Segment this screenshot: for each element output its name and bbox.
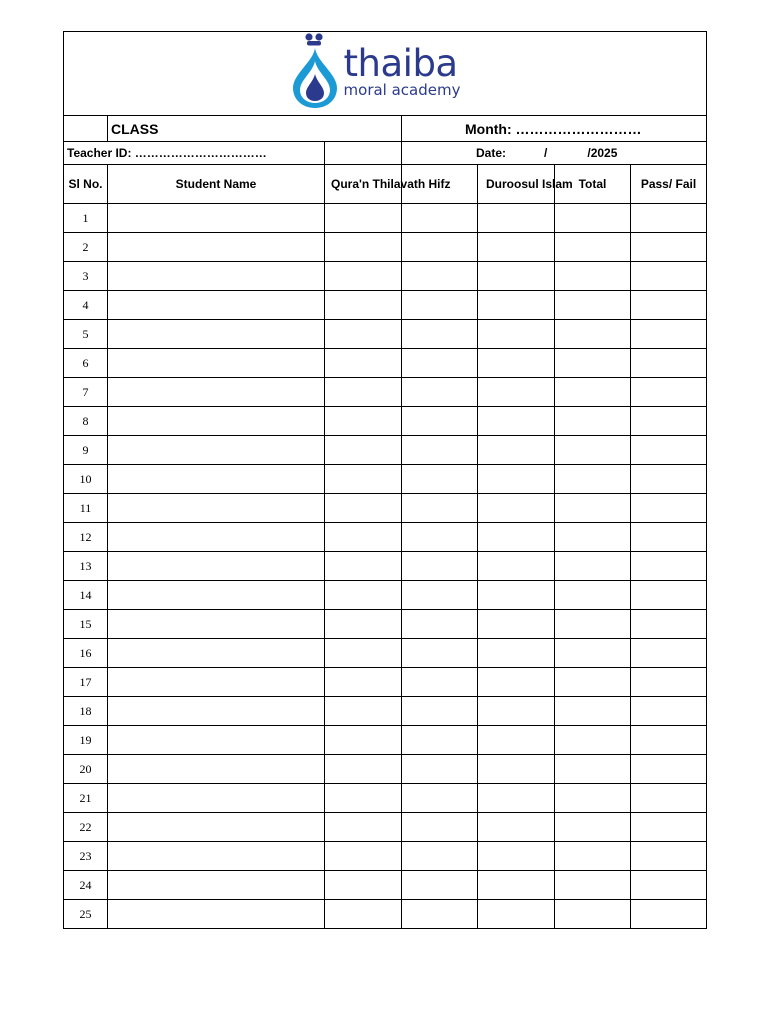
pass-fail-cell[interactable]	[631, 813, 707, 842]
hifz-cell[interactable]	[402, 233, 478, 262]
duroosul-islam-cell[interactable]	[478, 204, 555, 233]
student-name-cell[interactable]	[108, 900, 325, 929]
student-name-cell[interactable]	[108, 552, 325, 581]
duroosul-islam-cell[interactable]	[478, 900, 555, 929]
quran-thilavath-cell[interactable]	[325, 233, 402, 262]
pass-fail-cell[interactable]	[631, 494, 707, 523]
quran-thilavath-cell[interactable]	[325, 552, 402, 581]
table-row	[64, 233, 707, 262]
pass-fail-cell[interactable]	[631, 552, 707, 581]
serial-number: 9	[64, 436, 108, 465]
total-cell[interactable]	[555, 900, 631, 929]
quran-thilavath-cell[interactable]	[325, 755, 402, 784]
pass-fail-cell[interactable]	[631, 842, 707, 871]
serial-number: 13	[64, 552, 108, 581]
hifz-cell[interactable]	[402, 407, 478, 436]
quran-thilavath-cell[interactable]	[325, 581, 402, 610]
serial-number: 10	[64, 465, 108, 494]
student-name-cell[interactable]	[108, 378, 325, 407]
hifz-cell[interactable]	[402, 668, 478, 697]
brand-tagline: moral academy	[343, 80, 461, 99]
pass-fail-cell[interactable]	[631, 204, 707, 233]
class-blank-cell	[64, 116, 108, 142]
total-cell[interactable]	[555, 842, 631, 871]
total-cell[interactable]	[555, 726, 631, 755]
pass-fail-cell[interactable]	[631, 436, 707, 465]
duroosul-islam-cell[interactable]	[478, 784, 555, 813]
table-row	[64, 755, 707, 784]
hifz-cell[interactable]	[402, 581, 478, 610]
table-row	[64, 813, 707, 842]
quran-thilavath-cell[interactable]	[325, 726, 402, 755]
table-row	[64, 552, 707, 581]
quran-thilavath-cell[interactable]	[325, 465, 402, 494]
brand-logo	[290, 32, 461, 110]
serial-number: 5	[64, 320, 108, 349]
logo-header	[64, 32, 707, 116]
total-cell[interactable]	[555, 320, 631, 349]
hifz-cell[interactable]	[402, 610, 478, 639]
header-total: Total	[555, 165, 631, 204]
table-row	[64, 523, 707, 552]
pass-fail-cell[interactable]	[631, 262, 707, 291]
duroosul-islam-cell[interactable]	[478, 755, 555, 784]
pass-fail-cell[interactable]	[631, 407, 707, 436]
table-row	[64, 262, 707, 291]
quran-thilavath-cell[interactable]	[325, 842, 402, 871]
mark-sheet-table	[63, 31, 707, 929]
header-pass-fail: Pass/ Fail	[631, 165, 707, 204]
serial-number: 6	[64, 349, 108, 378]
serial-number: 7	[64, 378, 108, 407]
student-name-cell[interactable]	[108, 697, 325, 726]
serial-number: 24	[64, 871, 108, 900]
total-cell[interactable]	[555, 291, 631, 320]
student-name-cell[interactable]	[108, 842, 325, 871]
teacher-id-label: Teacher ID: ……………………………	[64, 142, 325, 165]
table-row	[64, 465, 707, 494]
table-row	[64, 900, 707, 929]
duroosul-islam-cell[interactable]	[478, 465, 555, 494]
total-cell[interactable]	[555, 494, 631, 523]
table-row	[64, 610, 707, 639]
table-row	[64, 581, 707, 610]
serial-number: 1	[64, 204, 108, 233]
table-row	[64, 871, 707, 900]
student-name-cell[interactable]	[108, 262, 325, 291]
pass-fail-cell[interactable]	[631, 465, 707, 494]
quran-thilavath-cell[interactable]	[325, 813, 402, 842]
hifz-cell[interactable]	[402, 813, 478, 842]
serial-number: 8	[64, 407, 108, 436]
student-name-cell[interactable]	[108, 233, 325, 262]
serial-number: 21	[64, 784, 108, 813]
hifz-cell[interactable]	[402, 204, 478, 233]
header-hifz: Hifz	[402, 165, 478, 204]
table-row	[64, 639, 707, 668]
duroosul-islam-cell[interactable]	[478, 523, 555, 552]
duroosul-islam-cell[interactable]	[478, 291, 555, 320]
student-name-cell[interactable]	[108, 349, 325, 378]
total-cell[interactable]	[555, 784, 631, 813]
total-cell[interactable]	[555, 668, 631, 697]
total-cell[interactable]	[555, 262, 631, 291]
total-cell[interactable]	[555, 697, 631, 726]
total-cell[interactable]	[555, 639, 631, 668]
serial-number: 18	[64, 697, 108, 726]
pass-fail-cell[interactable]	[631, 726, 707, 755]
total-cell[interactable]	[555, 407, 631, 436]
quran-thilavath-cell[interactable]	[325, 610, 402, 639]
serial-number: 12	[64, 523, 108, 552]
total-cell[interactable]	[555, 465, 631, 494]
table-row	[64, 407, 707, 436]
duroosul-islam-cell[interactable]	[478, 233, 555, 262]
duroosul-islam-cell[interactable]	[478, 668, 555, 697]
student-name-cell[interactable]	[108, 465, 325, 494]
quran-thilavath-cell[interactable]	[325, 900, 402, 929]
quran-thilavath-cell[interactable]	[325, 204, 402, 233]
pass-fail-cell[interactable]	[631, 349, 707, 378]
flame-drop-icon	[290, 32, 340, 110]
hifz-cell[interactable]	[402, 320, 478, 349]
hifz-cell[interactable]	[402, 842, 478, 871]
pass-fail-cell[interactable]	[631, 320, 707, 349]
serial-number: 4	[64, 291, 108, 320]
quran-thilavath-cell[interactable]	[325, 697, 402, 726]
student-name-cell[interactable]	[108, 204, 325, 233]
pass-fail-cell[interactable]	[631, 610, 707, 639]
class-label: CLASS	[108, 116, 402, 142]
mark-sheet	[63, 31, 707, 929]
header-sl-no: Sl No.	[64, 165, 108, 204]
table-row	[64, 291, 707, 320]
quran-thilavath-cell[interactable]	[325, 378, 402, 407]
serial-number: 25	[64, 900, 108, 929]
serial-number: 23	[64, 842, 108, 871]
duroosul-islam-cell[interactable]	[478, 697, 555, 726]
date-year: /2025	[587, 146, 618, 160]
student-name-cell[interactable]	[108, 320, 325, 349]
student-name-cell[interactable]	[108, 407, 325, 436]
serial-number: 14	[64, 581, 108, 610]
serial-number: 3	[64, 262, 108, 291]
student-name-cell[interactable]	[108, 784, 325, 813]
quran-thilavath-cell[interactable]	[325, 349, 402, 378]
table-row	[64, 436, 707, 465]
total-cell[interactable]	[555, 581, 631, 610]
quran-thilavath-cell[interactable]	[325, 871, 402, 900]
teacher-blank-cell	[325, 142, 402, 165]
duroosul-islam-cell[interactable]	[478, 726, 555, 755]
total-cell[interactable]	[555, 813, 631, 842]
hifz-cell[interactable]	[402, 262, 478, 291]
quran-thilavath-cell[interactable]	[325, 639, 402, 668]
duroosul-islam-cell[interactable]	[478, 639, 555, 668]
hifz-cell[interactable]	[402, 523, 478, 552]
duroosul-islam-cell[interactable]	[478, 349, 555, 378]
hifz-cell[interactable]	[402, 726, 478, 755]
serial-number: 19	[64, 726, 108, 755]
quran-thilavath-cell[interactable]	[325, 668, 402, 697]
student-name-cell[interactable]	[108, 291, 325, 320]
hifz-cell[interactable]	[402, 639, 478, 668]
date-separator: /	[544, 146, 548, 160]
hifz-cell[interactable]	[402, 552, 478, 581]
header-quran-thilavath: Qura'n Thilavath	[325, 165, 402, 204]
duroosul-islam-cell[interactable]	[478, 552, 555, 581]
total-cell[interactable]	[555, 233, 631, 262]
total-cell[interactable]	[555, 523, 631, 552]
table-row	[64, 784, 707, 813]
duroosul-islam-cell[interactable]	[478, 407, 555, 436]
table-row	[64, 668, 707, 697]
duroosul-islam-cell[interactable]	[478, 813, 555, 842]
table-row	[64, 349, 707, 378]
table-row	[64, 842, 707, 871]
quran-thilavath-cell[interactable]	[325, 407, 402, 436]
hifz-cell[interactable]	[402, 436, 478, 465]
total-cell[interactable]	[555, 610, 631, 639]
duroosul-islam-cell[interactable]	[478, 262, 555, 291]
student-name-cell[interactable]	[108, 813, 325, 842]
student-name-cell[interactable]	[108, 494, 325, 523]
quran-thilavath-cell[interactable]	[325, 523, 402, 552]
pass-fail-cell[interactable]	[631, 784, 707, 813]
duroosul-islam-cell[interactable]	[478, 871, 555, 900]
header-student-name: Student Name	[108, 165, 325, 204]
serial-number: 17	[64, 668, 108, 697]
student-name-cell[interactable]	[108, 436, 325, 465]
pass-fail-cell[interactable]	[631, 581, 707, 610]
serial-number: 20	[64, 755, 108, 784]
total-cell[interactable]	[555, 436, 631, 465]
pass-fail-cell[interactable]	[631, 871, 707, 900]
total-cell[interactable]	[555, 755, 631, 784]
date-label: Date:	[476, 146, 507, 160]
hifz-cell[interactable]	[402, 900, 478, 929]
table-row	[64, 494, 707, 523]
total-cell[interactable]	[555, 204, 631, 233]
quran-thilavath-cell[interactable]	[325, 494, 402, 523]
table-row	[64, 320, 707, 349]
pass-fail-cell[interactable]	[631, 900, 707, 929]
hifz-cell[interactable]	[402, 871, 478, 900]
student-name-cell[interactable]	[108, 581, 325, 610]
table-row	[64, 726, 707, 755]
student-name-cell[interactable]	[108, 755, 325, 784]
hifz-cell[interactable]	[402, 494, 478, 523]
total-cell[interactable]	[555, 552, 631, 581]
serial-number: 22	[64, 813, 108, 842]
pass-fail-cell[interactable]	[631, 378, 707, 407]
student-name-cell[interactable]	[108, 523, 325, 552]
hifz-cell[interactable]	[402, 697, 478, 726]
pass-fail-cell[interactable]	[631, 291, 707, 320]
student-name-cell[interactable]	[108, 871, 325, 900]
student-name-cell[interactable]	[108, 726, 325, 755]
duroosul-islam-cell[interactable]	[478, 610, 555, 639]
table-row	[64, 378, 707, 407]
table-row	[64, 204, 707, 233]
student-name-cell[interactable]	[108, 639, 325, 668]
serial-number: 16	[64, 639, 108, 668]
student-name-cell[interactable]	[108, 668, 325, 697]
table-row	[64, 697, 707, 726]
student-name-cell[interactable]	[108, 610, 325, 639]
serial-number: 2	[64, 233, 108, 262]
pass-fail-cell[interactable]	[631, 523, 707, 552]
pass-fail-cell[interactable]	[631, 639, 707, 668]
total-cell[interactable]	[555, 378, 631, 407]
serial-number: 11	[64, 494, 108, 523]
pass-fail-cell[interactable]	[631, 697, 707, 726]
column-header-row	[64, 165, 707, 204]
hifz-cell[interactable]	[402, 784, 478, 813]
pass-fail-cell[interactable]	[631, 755, 707, 784]
header-duroosul-islam: Duroosul Islam	[478, 165, 555, 204]
hifz-cell[interactable]	[402, 291, 478, 320]
duroosul-islam-cell[interactable]	[478, 320, 555, 349]
total-cell[interactable]	[555, 871, 631, 900]
quran-thilavath-cell[interactable]	[325, 262, 402, 291]
pass-fail-cell[interactable]	[631, 668, 707, 697]
duroosul-islam-cell[interactable]	[478, 378, 555, 407]
hifz-cell[interactable]	[402, 349, 478, 378]
total-cell[interactable]	[555, 349, 631, 378]
date-field	[402, 142, 707, 165]
quran-thilavath-cell[interactable]	[325, 784, 402, 813]
hifz-cell[interactable]	[402, 755, 478, 784]
duroosul-islam-cell[interactable]	[478, 581, 555, 610]
hifz-cell[interactable]	[402, 378, 478, 407]
duroosul-islam-cell[interactable]	[478, 842, 555, 871]
duroosul-islam-cell[interactable]	[478, 494, 555, 523]
quran-thilavath-cell[interactable]	[325, 320, 402, 349]
duroosul-islam-cell[interactable]	[478, 436, 555, 465]
serial-number: 15	[64, 610, 108, 639]
month-label: Month: ………………………	[402, 116, 707, 142]
quran-thilavath-cell[interactable]	[325, 291, 402, 320]
quran-thilavath-cell[interactable]	[325, 436, 402, 465]
hifz-cell[interactable]	[402, 465, 478, 494]
brand-name: thaiba	[343, 41, 458, 85]
pass-fail-cell[interactable]	[631, 233, 707, 262]
